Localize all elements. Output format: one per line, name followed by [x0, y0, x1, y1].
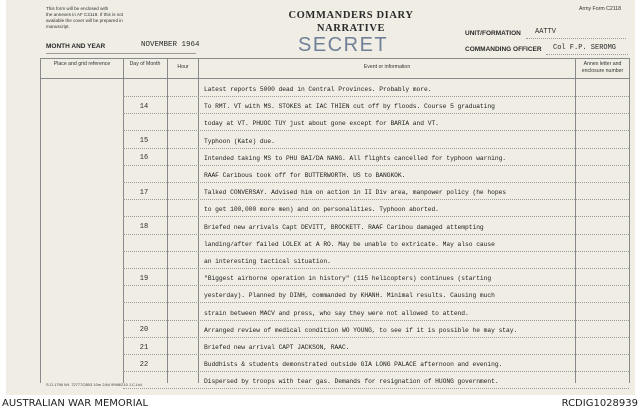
row-rule	[123, 130, 629, 131]
day-of-month: 19	[139, 274, 149, 283]
event-text: Briefed new arrival CAPT JACKSON, RAAC.	[204, 344, 350, 351]
event-text: "Biggest airborne operation in history" (115 helicopters) continues (starting	[204, 275, 492, 283]
form-note	[46, 6, 123, 30]
column-header-hour: Hour	[177, 64, 189, 70]
row-rule	[123, 337, 629, 338]
row-rule	[123, 320, 629, 321]
event-text: Intended taking MS to PHU BAI/DA NANG. All flights cancelled for typhoon warning.	[204, 154, 507, 162]
table-header-border	[40, 78, 629, 79]
event-text: To RMT. VT with MS. STOKES at IAC THIEN cut off by floods. Course 5 graduating	[204, 103, 495, 111]
row-rule	[123, 199, 629, 200]
month-year-value: NOVEMBER 1964	[141, 41, 200, 49]
event-text: yesterday). Planned by DINH, commanded by KHANH. Minimal results. Causing much	[204, 292, 495, 300]
column-header-annex: Annex letter and enclosure number	[581, 61, 624, 74]
event-text: to get 100,000 more men) and on personalities. Typhoon aborted.	[204, 206, 439, 214]
row-rule	[123, 165, 629, 166]
row-rule	[123, 371, 629, 372]
table-left-border	[40, 58, 41, 383]
secret-stamp: SECRET	[298, 34, 389, 56]
row-rule	[123, 285, 629, 286]
form-note-line: available the cover will be prepared in	[46, 18, 123, 23]
archive-name: AUSTRALIAN WAR MEMORIAL	[2, 398, 149, 409]
row-rule	[123, 113, 629, 114]
event-text: today at VT. PHUOC TUY just about gone except for BARIA and VT.	[204, 120, 439, 128]
row-rule	[123, 234, 629, 235]
event-text: Arranged review of medical condition WO YOUNG, to see if it is possible he may stay.	[204, 326, 518, 334]
unit-rule	[526, 38, 626, 39]
diary-subtitle: NARRATIVE	[316, 23, 386, 34]
event-text: Buddhists & students demonstrated outside GIA LONG PALACE afternoon and evening.	[204, 361, 503, 369]
row-rule	[123, 251, 629, 252]
column-header-day: Day of Month	[129, 61, 161, 67]
commanding-officer-label: COMMANDING OFFICER	[465, 46, 542, 53]
day-of-month: 17	[139, 188, 149, 197]
row-rule	[123, 96, 629, 97]
row-rule	[123, 268, 629, 269]
event-text: RAAF Caribous took off for BUTTERWORTH. US to BANGKOK.	[204, 172, 406, 179]
month-year-label: MONTH AND YEAR	[46, 43, 106, 50]
event-text: an interesting tactical situation.	[204, 258, 331, 265]
day-of-month: 22	[139, 360, 149, 369]
form-note-line: This form will be enclosed with	[46, 6, 109, 11]
event-text: Typhoon (Kate) due.	[204, 137, 275, 145]
column-divider	[575, 58, 576, 383]
diary-title: COMMANDERS DIARY	[288, 10, 414, 21]
event-text: strain between MACV and press, who say they were not allowed to attend.	[204, 309, 469, 317]
co-rule	[546, 54, 628, 55]
army-form-number: Army Form C2118	[579, 6, 621, 12]
event-text: Latest reports 5000 dead in Central Provinces. Probably more.	[204, 86, 432, 93]
commanding-officer-value: Col F.P. SEROMG	[553, 44, 617, 52]
unit-label: UNIT/FORMATION	[465, 30, 521, 37]
column-divider	[123, 58, 124, 383]
print-reference: S.O.1796 Wt. 72777/2803 10m 2/64 9998/210 J.C.Ltd.	[46, 382, 143, 387]
unit-value: AATTV	[535, 28, 557, 36]
day-of-month: 18	[139, 223, 149, 232]
column-header-event: Event or information	[363, 64, 411, 70]
table-right-border	[629, 58, 630, 383]
row-rule	[123, 388, 629, 389]
event-text: Briefed new arrivals Capt DEVITT, BROCKETT. RAAF Caribou damaged attempting	[204, 223, 484, 231]
day-of-month: 21	[139, 343, 149, 352]
row-rule	[123, 216, 629, 217]
diary-sheet	[6, 0, 635, 395]
day-of-month: 20	[139, 326, 149, 335]
archive-reference: RCDIG1028939	[561, 398, 638, 409]
day-of-month: 15	[139, 137, 149, 146]
column-divider	[167, 58, 168, 383]
event-text: Dispersed by troops with tear gas. Demands for resignation of HUONG government.	[204, 378, 499, 386]
column-header-place: Place and grid reference	[53, 61, 111, 67]
form-note-line: manuscript.	[46, 24, 70, 29]
row-rule	[123, 354, 629, 355]
table-top-border	[40, 58, 629, 59]
row-rule	[123, 148, 629, 149]
row-rule	[123, 182, 629, 183]
column-divider	[198, 58, 199, 383]
header-rule	[46, 53, 196, 54]
day-of-month: 16	[139, 154, 149, 163]
day-of-month: 14	[139, 102, 149, 111]
event-text: Talked CONVERSAY. Advised him on action in II Div area, manpower policy (he hopes	[204, 189, 507, 197]
row-rule	[123, 302, 629, 303]
event-text: landing/after failed LOLEX at A RO. May be unable to extricate. May also cause	[204, 240, 495, 248]
archive-footer	[0, 395, 640, 414]
form-note-line: the annexes in AF C2119. If this is not	[46, 12, 124, 17]
